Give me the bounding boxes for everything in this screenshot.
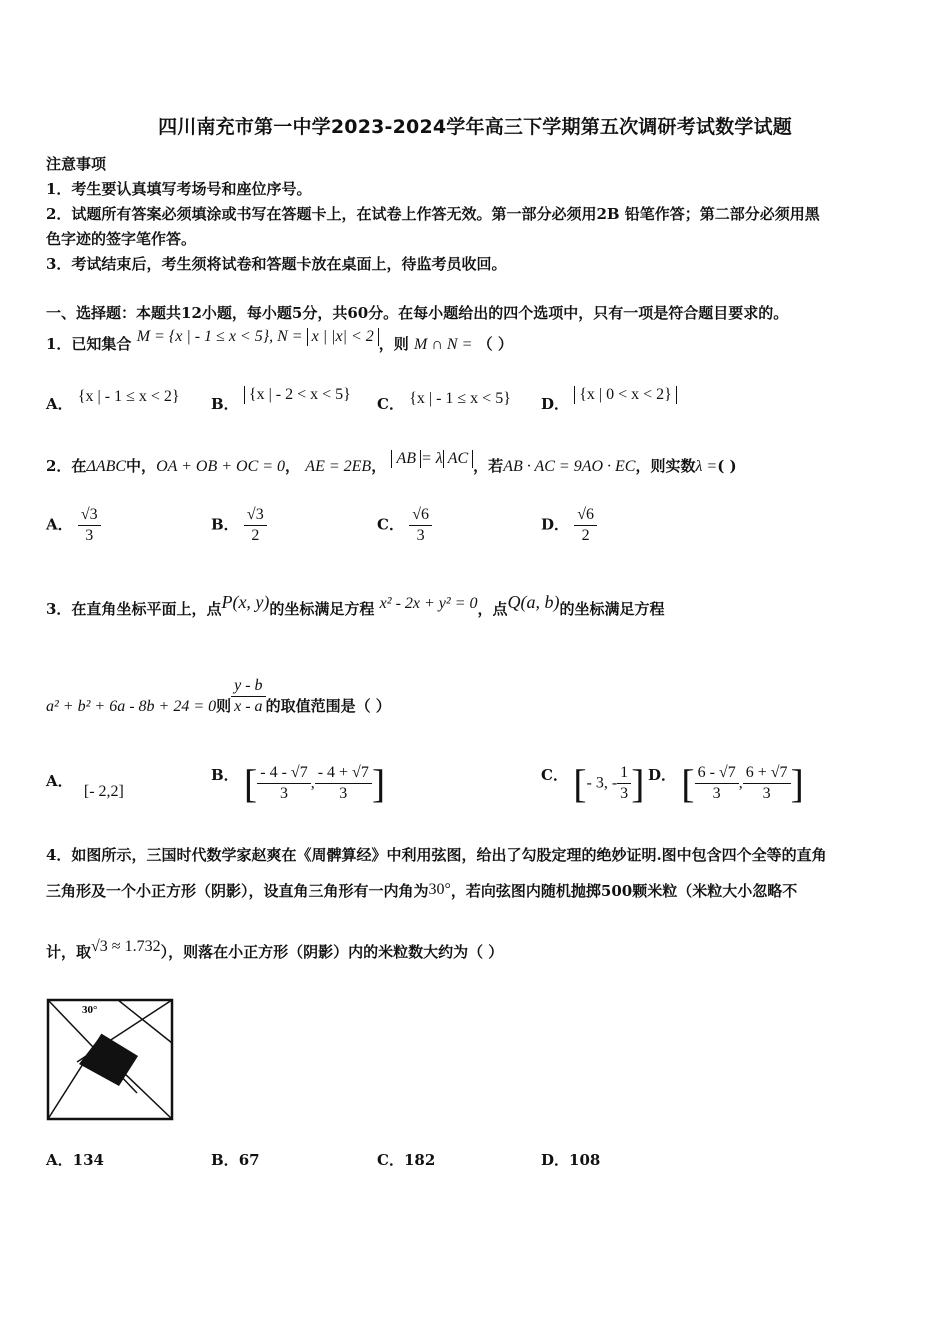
q2-option-c[interactable] xyxy=(377,505,432,546)
frac-num: √6 xyxy=(409,505,432,526)
question-4-line-1: 4．如图所示，三国时代数学家赵爽在《周髀算经》中利用弦图，给出了勾股定理的绝妙证明.图中包含四个全等的直角 xyxy=(46,846,827,864)
option-label: D． xyxy=(648,765,677,784)
q2-eq1: OA + OB + OC = 0 xyxy=(156,458,286,475)
bracket-left: [ xyxy=(681,761,695,806)
frac-num: - 4 - √7 xyxy=(257,763,310,784)
q2-lambda: λ = xyxy=(695,458,718,475)
q2-eq3-ac: AC xyxy=(443,450,473,468)
option-label: B． xyxy=(211,765,239,784)
notice-item-2-cont: 色字迹的签字笔作答。 xyxy=(46,230,197,248)
q2-text: ， xyxy=(371,457,387,475)
q3-option-b[interactable] xyxy=(211,760,385,807)
q2-prefix: 2．在 xyxy=(46,457,87,475)
option-value: {x | - 1 ≤ x < 2} xyxy=(77,388,180,405)
frac-num: - 4 + √7 xyxy=(315,763,372,784)
option-label: D． xyxy=(541,395,570,413)
bracket-right: ] xyxy=(631,761,645,806)
q1-option-a[interactable] xyxy=(46,388,180,414)
q3-option-c[interactable] xyxy=(541,760,645,807)
page-title: 四川南充市第一中学2023-2024学年高三下学期第五次调研考试数学试题 xyxy=(158,116,792,138)
notice-item-2: 2．试题所有答案必须填涂或书写在答题卡上，在试卷上作答无效。第一部分必须用2B 铅笔作答；第二部分必须用黑 xyxy=(46,205,820,223)
bracket-right: ] xyxy=(371,761,386,806)
q2-option-d[interactable] xyxy=(541,505,597,546)
q1-prefix: 1．已知集合 xyxy=(46,335,132,353)
question-4-line-3 xyxy=(46,938,504,962)
q1-option-c[interactable] xyxy=(377,390,511,414)
frac-den: 2 xyxy=(251,527,260,544)
option-value: [- 2,2] xyxy=(83,783,124,800)
bracket-right: ] xyxy=(790,761,804,806)
option-value: 182 xyxy=(403,1151,436,1169)
option-label: A． xyxy=(46,1151,73,1169)
option-value: {x | 0 < x < 2} xyxy=(574,386,677,404)
frac-den: 3 xyxy=(279,785,288,802)
q1-expr: M ∩ N = xyxy=(414,336,473,353)
q1-set-n: x | |x| < 2 xyxy=(307,328,379,346)
q4-angle: 30° xyxy=(428,881,451,898)
q2-eq4: AB · AC = 9AO · EC xyxy=(503,458,636,475)
q4-text: 三角形及一个小正方形（阴影），设直角三角形有一内角为 xyxy=(46,882,429,900)
notice-item-1: 1．考生要认真填写考场号和座位序号。 xyxy=(46,180,312,198)
frac-num: √6 xyxy=(574,505,597,526)
q3-suffix: 的取值范围是（ ） xyxy=(265,696,391,715)
q3-option-a[interactable] xyxy=(46,770,124,800)
figure-angle-label: 30° xyxy=(82,1004,98,1016)
section-heading: 一、选择题：本题共12小题，每小题5分，共60分。在每小题给出的四个选项中，只有一项是符合题目要求的。 xyxy=(46,304,789,322)
frac-den: 3 xyxy=(85,527,94,544)
notice-item-3: 3．考试结束后，考生须将试卷和答题卡放在桌面上，待监考员收回。 xyxy=(46,255,507,273)
frac-num: 1 xyxy=(617,763,631,784)
q4-option-b[interactable] xyxy=(211,1149,260,1170)
question-3 xyxy=(46,592,665,619)
option-label: B． xyxy=(211,395,239,413)
bracket-left: [ xyxy=(243,761,258,806)
q4-option-c[interactable] xyxy=(377,1149,435,1170)
frac-num: 6 + √7 xyxy=(743,763,791,784)
option-label: A． xyxy=(46,515,73,534)
frac-den: 3 xyxy=(620,785,629,802)
q4-approx: √3 ≈ 1.732 xyxy=(91,938,161,955)
question-4-line-2 xyxy=(46,880,797,901)
option-label: C． xyxy=(541,765,568,784)
option-label: A． xyxy=(46,772,73,790)
q2-text: ，则实数 xyxy=(635,457,696,475)
option-value: {x | - 2 < x < 5} xyxy=(244,386,355,404)
frac-num: y - b xyxy=(231,676,265,697)
question-2 xyxy=(46,450,737,476)
option-value: {x | - 1 ≤ x < 5} xyxy=(409,390,511,407)
option-label: C． xyxy=(377,395,404,413)
frac-den: x - a xyxy=(234,698,263,715)
q3-eq2: a² + b² + 6a - 8b + 24 = 0 xyxy=(46,697,217,715)
q1-suffix: ，则 xyxy=(378,335,409,353)
q1-set-m: M = {x | - 1 ≤ x < 5}, N = xyxy=(136,328,307,345)
frac-num: √3 xyxy=(78,505,101,526)
hypotenuse-diagram xyxy=(46,998,174,1121)
comma: , xyxy=(738,774,743,792)
q3-option-d[interactable] xyxy=(648,760,804,807)
q2-text: 中， xyxy=(126,457,157,475)
q3-eq1: x² - 2x + y² = 0 xyxy=(379,595,478,612)
q2-triangle: ΔABC xyxy=(86,458,127,475)
q2-option-b[interactable] xyxy=(211,505,267,546)
option-value: 67 xyxy=(238,1151,260,1169)
question-3-cont xyxy=(46,676,391,717)
comma: , xyxy=(310,774,315,792)
option-label: D． xyxy=(541,515,570,534)
frac-num: √3 xyxy=(244,505,267,526)
q2-text: ，若 xyxy=(473,457,504,475)
q3-text: 的坐标满足方程 xyxy=(559,600,665,618)
frac-den: 3 xyxy=(339,785,348,802)
frac-num: 6 - √7 xyxy=(695,763,739,784)
q3-prefix: 3．在直角坐标平面上，点 xyxy=(46,600,222,618)
option-value: 108 xyxy=(569,1151,601,1169)
q2-option-a[interactable] xyxy=(46,505,101,546)
option-value: - 3, - xyxy=(586,774,618,792)
frac-den: 3 xyxy=(416,527,425,544)
question-1 xyxy=(46,328,513,354)
q2-eq3-lambda: = λ xyxy=(420,450,443,467)
q1-option-b[interactable] xyxy=(211,386,355,414)
option-label: B． xyxy=(211,515,239,534)
q4-text: ，若向弦图内随机抛掷500颗米粒（米粒大小忽略不 xyxy=(450,882,798,900)
option-label: B． xyxy=(211,1151,239,1169)
option-label: D． xyxy=(541,1151,570,1169)
q3-point-q: Q(a, b) xyxy=(507,592,560,612)
q3-text: 的坐标满足方程 xyxy=(269,600,375,618)
option-label: C． xyxy=(377,515,404,534)
q2-text: ， xyxy=(285,457,301,475)
frac-den: 3 xyxy=(762,785,771,802)
q4-option-a[interactable] xyxy=(46,1149,104,1170)
q4-option-d[interactable] xyxy=(541,1149,600,1170)
q3-text: 则 xyxy=(216,696,232,715)
q2-paren: ( ) xyxy=(717,457,737,475)
q4-text: 计，取 xyxy=(46,943,92,961)
q1-paren: （ ） xyxy=(477,335,513,353)
q3-point-p: P(x, y) xyxy=(221,592,270,612)
q3-text: ，点 xyxy=(477,600,508,618)
option-label: A． xyxy=(46,395,73,413)
q4-text: ），则落在小正方形（阴影）内的米粒数大约为（ ） xyxy=(160,943,504,961)
q2-eq3-ab: AB xyxy=(391,450,421,468)
notice-heading: 注意事项 xyxy=(46,155,107,173)
q2-eq2: AE = 2EB xyxy=(305,458,372,475)
bracket-left: [ xyxy=(573,761,587,806)
option-label: C． xyxy=(377,1151,404,1169)
option-value: 134 xyxy=(72,1151,104,1169)
q1-option-d[interactable] xyxy=(541,386,677,414)
frac-den: 2 xyxy=(581,527,590,544)
frac-den: 3 xyxy=(712,785,721,802)
